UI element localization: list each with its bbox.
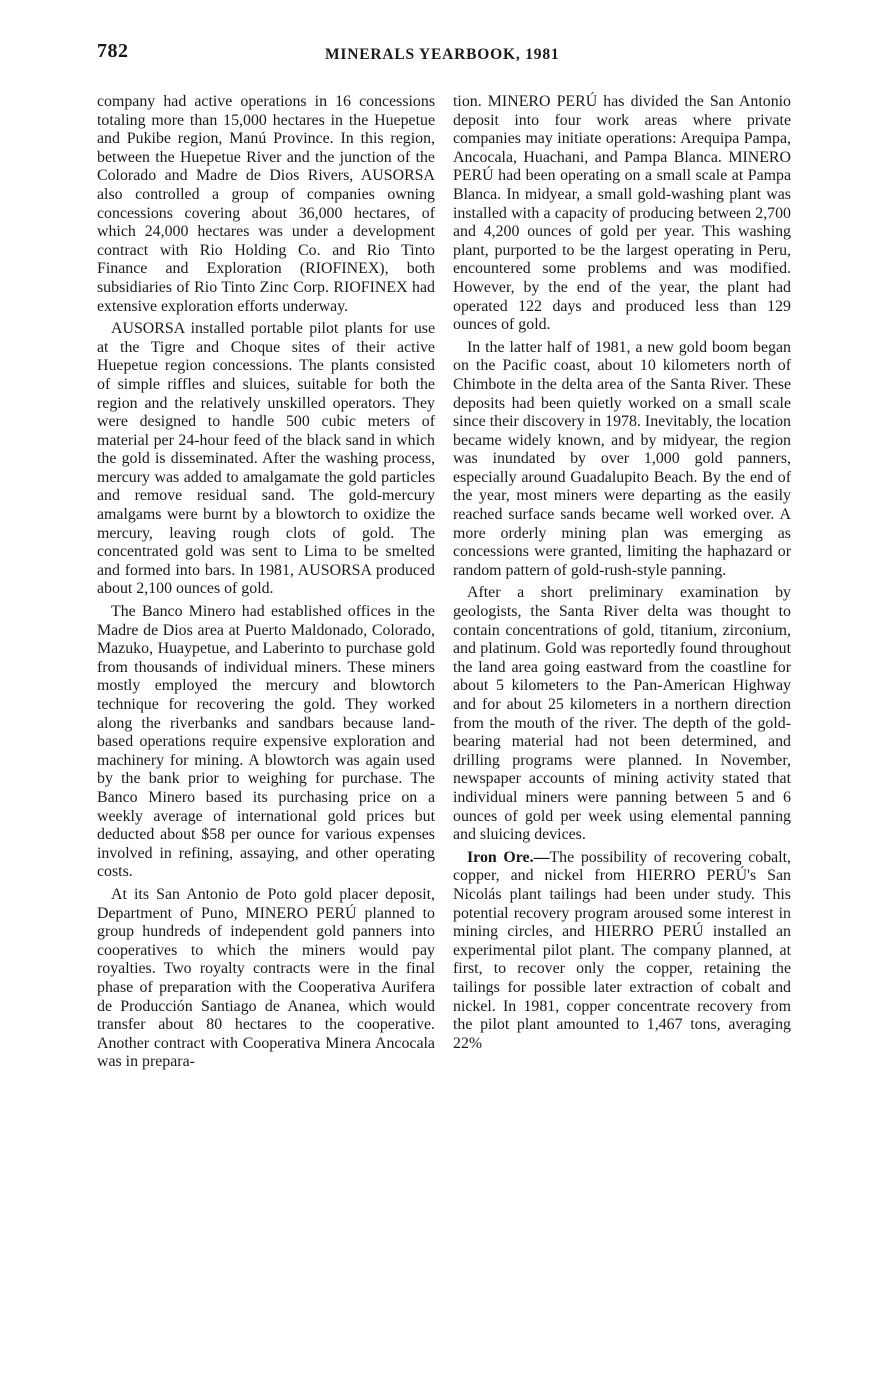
paragraph: In the latter half of 1981, a new gold boom began on the Pacific coast, about 10 kilometers north of Chimbote in the delta area of the Santa River. These deposits had been quietly worked on a small scale since their discovery in 1978. Inevitably, the location became widely known, and by midyear, the region was inundated by over 1,000 gold panners, especially around Guadalupito Beach. By the end of the year, most miners were departing as the easily reached surface sands became well worked over. A more orderly mining plan was emerging as concessions were granted, limiting the haphazard or random pattern of gold-rush-style panning. bbox=[453, 338, 791, 579]
paragraph-body: The possibility of recovering cobalt, copper, and nickel from HIERRO PERÚ's San Nicolás plant tailings had been under study. This potential recovery program aroused some interest in mining circles, and HIERRO PERÚ installed an experimental pilot plant. The company planned, at first, to recover only the copper, retaining the tailings for possible later extraction of cobalt and nickel. In 1981, copper concentrate recovery from the pilot plant amounted to 1,467 tons, averaging 22% bbox=[453, 848, 792, 1052]
paragraph: After a short preliminary examination by geologists, the Santa River delta was thought to contain concentrations of gold, titanium, zirconium, and platinum. Gold was reportedly found throughout the land area going eastward from the coastline for about 5 kilometers to the Pan-American Highway and for about 25 kilometers in a northern direction from the mouth of the river. The depth of the gold-bearing material had not been determined, and drilling programs were planned. In November, newspaper accounts of mining activity stated that individual miners were panning between 5 and 6 ounces of gold per week using elemental panning and sluicing devices. bbox=[453, 584, 791, 844]
paragraph: AUSORSA installed portable pilot plants for use at the Tigre and Choque sites of their active Huepetue region concessions. The plants consisted of simple riffles and sluices, suitable for both the region and the relatively unskilled operators. They were designed to handle 500 cubic meters of material per 24-hour feed of the black sand in which the gold is disseminated. After the washing process, mercury was added to amalgamate the gold particles and remove residual sand. The gold-mercury amalgams were burnt by a blowtorch to oxidize the mercury, leaving rough clots of gold. The concentrated gold was sent to Lima to be smelted and formed into bars. In 1981, AUSORSA produced about 2,100 ounces of gold. bbox=[97, 320, 435, 598]
right-column bbox=[453, 93, 791, 1057]
left-column bbox=[97, 93, 435, 1076]
page-header bbox=[97, 40, 797, 70]
paragraph: company had active operations in 16 concessions totaling more than 15,000 hectares in the Huepetue and Pukibe region, Manú Province. In this region, between the Huepetue River and the junction of the Colorado and Madre de Dios Rivers, AUSORSA also controlled a group of companies owning concessions covering about 36,000 hectares, of which 24,000 hectares was under a development contract with Rio Holding Co. and Rio Tinto Finance and Exploration (RIOFINEX), both subsidiaries of Rio Tinto Zinc Corp. RIOFINEX had extensive exploration efforts underway. bbox=[97, 93, 435, 315]
section-heading-iron-ore: Iron Ore. bbox=[467, 848, 534, 866]
paragraph: The Banco Minero had established offices in the Madre de Dios area at Puerto Maldonado, Colorado, Mazuko, Huaypetue, and Laberinto to purchase gold from thousands of individual miners. These miners mostly employed the mercury and blowtorch technique for recovering the gold. They worked along the riverbanks and sandbars because land-based operations require expensive exploration and machinery for mining. A blowtorch was again used by the bank prior to weighing for purchase. The Banco Minero based its purchasing price on a weekly average of international gold prices but deducted about $58 per ounce for various expenses involved in refining, assaying, and other operating costs. bbox=[97, 603, 435, 881]
heading-dash: — bbox=[533, 848, 550, 866]
running-title: MINERALS YEARBOOK, 1981 bbox=[325, 46, 560, 63]
paragraph-iron-ore bbox=[453, 849, 791, 1054]
paragraph: tion. MINERO PERÚ has divided the San Antonio deposit into four work areas where private companies may initiate operations: Arequipa Pampa, Ancocala, Huachani, and Pampa Blanca. MINERO PERÚ had been operating on a small scale at Pampa Blanca. In midyear, a small gold-washing plant was installed with a capacity of producing between 2,700 and 4,200 ounces of gold per year. This washing plant, purported to be the largest operating in Peru, encountered some problems and was modified. However, by the end of the year, the plant had operated 122 days and produced less than 129 ounces of gold. bbox=[453, 93, 791, 334]
page-number: 782 bbox=[97, 40, 129, 62]
paragraph: At its San Antonio de Poto gold placer deposit, Department of Puno, MINERO PERÚ planned to group hundreds of independent gold panners into cooperatives to which the miners would pay royalties. Two royalty contracts were in the final phase of preparation with the Cooperativa Aurifera de Producción Santiago de Ananea, which would transfer about 80 hectares to the cooperative. Another contract with Cooperativa Minera Ancocala was in prepara- bbox=[97, 885, 435, 1071]
